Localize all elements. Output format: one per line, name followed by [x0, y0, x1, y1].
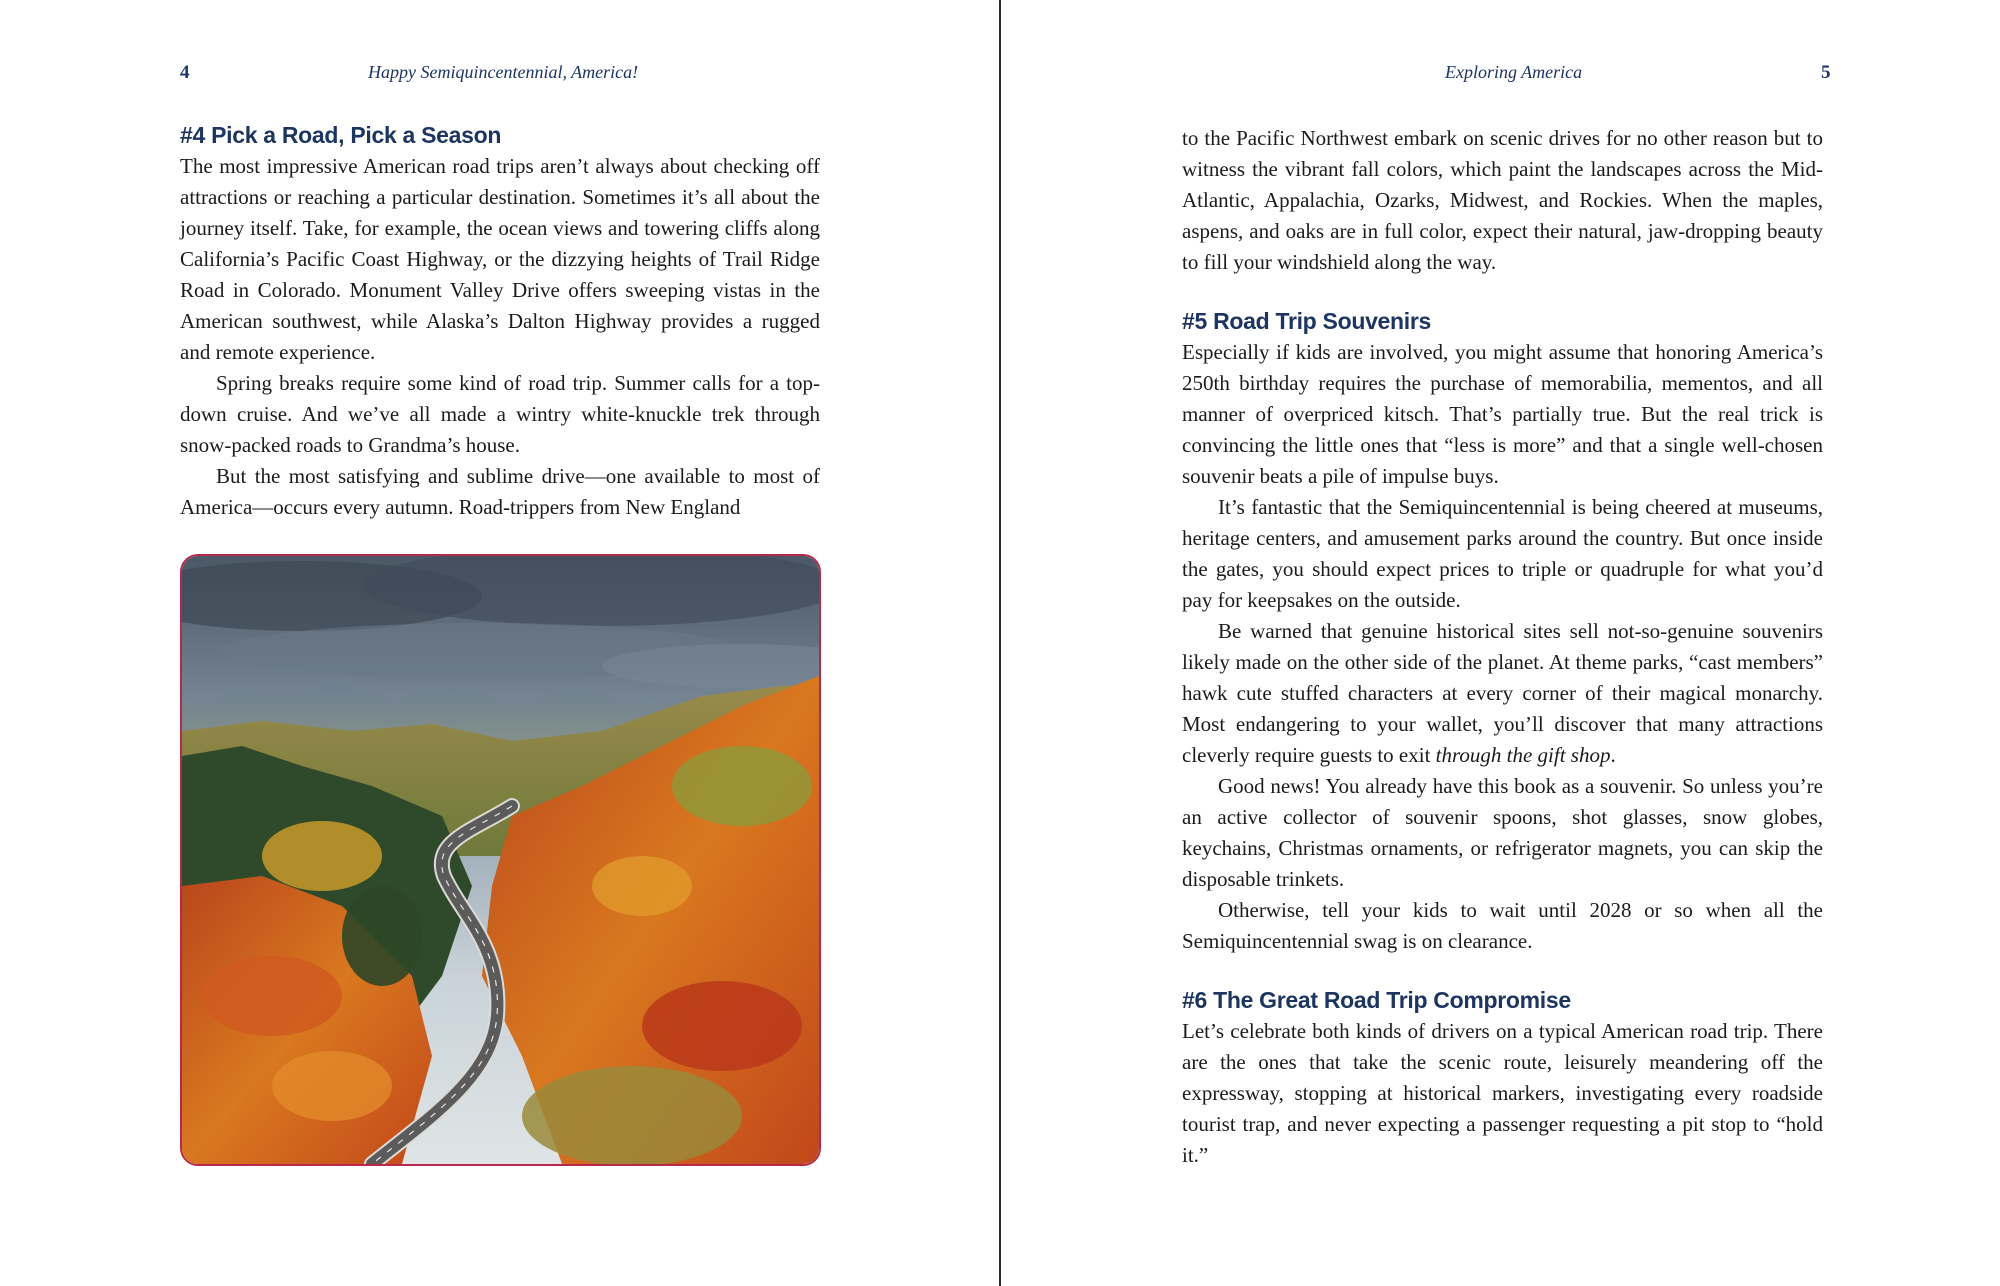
paragraph: Spring breaks require some kind of road trip. Summer calls for a top-down cruise. And we’ve all made a wintry white-knuckle trek through snow-packed roads to Grandma’s house. — [180, 371, 820, 457]
paragraph: Let’s celebrate both kinds of drivers on a typical American road trip. There are the ones that take the scenic route, leisurely meandering off the expressway, stopping at historical markers, investigating every roadside tourist trap, and never expecting a passenger requesting a pit stop to “hold it.” — [1182, 1019, 1823, 1167]
running-head-left: Happy Semiquincentennial, America! — [368, 62, 639, 82]
autumn-road-illustration — [182, 556, 819, 1164]
right-page — [1001, 0, 2000, 1286]
page-number-right: 5 — [1821, 62, 1831, 83]
paragraph-continued: to the Pacific Northwest embark on scenic drives for no other reason but to witness the vibrant fall colors, which paint the landscapes across the Mid-Atlantic, Appalachia, Ozarks, Midwest, and Rockies. When the maples, aspens, and oaks are in full color, expect their natural, jaw-dropping beauty to fill your windshield along the way. — [1182, 126, 1823, 274]
section-heading-5: #5 Road Trip Souvenirs — [1182, 308, 1432, 334]
paragraph: But the most satisfying and sublime drive—one available to most of America—occurs every autumn. Road-trippers from New England — [180, 464, 820, 519]
section-heading-6: #6 The Great Road Trip Compromise — [1182, 987, 1571, 1013]
page-number-left: 4 — [180, 62, 190, 83]
paragraph: Otherwise, tell your kids to wait until 2028 or so when all the Semiquincentennial swag is on clearance. — [1182, 898, 1823, 953]
paragraph: Especially if kids are involved, you might assume that honoring America’s 250th birthday requires the purchase of memorabilia, mementos, and all manner of overpriced kitsch. That’s partially true. But the real trick is convincing the little ones that “less is more” and that a single well-chosen souvenir beats a pile of impulse buys. — [1182, 340, 1823, 488]
running-head-right: Exploring America — [1445, 62, 1583, 82]
emphasis-text: through the gift shop — [1435, 743, 1611, 767]
paragraph: It’s fantastic that the Semiquincentennial is being cheered at museums, heritage centers, and amusement parks around the country. But once inside the gates, you should expect prices to triple or quadruple for what you’d pay for keepsakes on the outside. — [1182, 495, 1823, 612]
paragraph: Good news! You already have this book as a souvenir. So unless you’re an active collector of souvenir spoons, shot glasses, snow globes, keychains, Christmas ornaments, or refrigerator magnets, you can skip the disposable trinkets. — [1182, 774, 1823, 891]
left-text-column — [180, 120, 820, 523]
paragraph — [1182, 616, 1823, 771]
paragraph-text: . — [1610, 743, 1616, 767]
paragraph: The most impressive American road trips aren’t always about checking off attractions or reaching a particular destination. Sometimes it’s all about the journey itself. Take, for example, the ocean views and towering cliffs along California’s Pacific Coast Highway, or the dizzying heights of Trail Ridge Road in Colorado. Monument Valley Drive offers sweeping vistas in the American southwest, while Alaska’s Dalton Highway provides a rugged and remote experience. — [180, 154, 820, 364]
section-heading-4: #4 Pick a Road, Pick a Season — [180, 122, 502, 148]
autumn-road-photo — [180, 554, 821, 1166]
right-text-column — [1182, 123, 1823, 1171]
paragraph-text: Be warned that genuine historical sites sell not-so-genuine souvenirs likely made on the other side of the planet. At theme parks, “cast members” hawk cute stuffed characters at every corner of their magical monarchy. Most endangering to your wallet, you’ll discover that many attractions cleverly require guests to exit — [1182, 619, 1823, 767]
